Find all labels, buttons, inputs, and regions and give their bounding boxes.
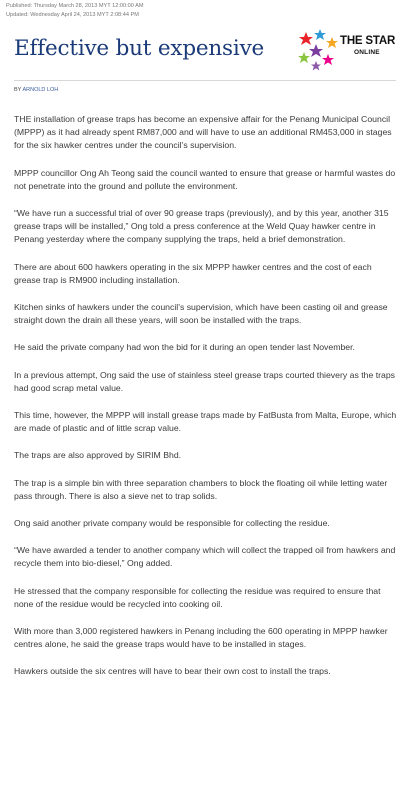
- paragraph: This time, however, the MPPP will install grease traps made by FatBusta from Malta, Europe, which are made of plastic and of little scrap value.: [14, 410, 397, 434]
- paragraph: “We have run a successful trial of over 90 grease traps (previously), and by this year, another 315 grease traps will be installed,” Ong told a press conference at the Weld Quay hawker centre in Penang yesterday where the company supplying the traps, held a brief demonstration.: [14, 208, 389, 245]
- paragraph: In a previous attempt, Ong said the use of stainless steel grease traps courted thievery as the traps had good scrap metal value.: [14, 369, 396, 393]
- byline: [14, 87, 58, 93]
- article-headline: Effective but expensive: [14, 36, 265, 61]
- paragraph: The traps are also approved by SIRIM Bhd.: [14, 450, 182, 461]
- the-star-online-logo: [296, 28, 402, 74]
- header-divider: [14, 80, 396, 81]
- logo-title: THE STAR: [340, 35, 396, 47]
- star-cluster-icon: [296, 28, 340, 74]
- paragraph: Ong said another private company would be responsible for collecting the residue.: [14, 518, 330, 529]
- paragraph: Kitchen sinks of hawkers under the council’s supervision, which have been casting oil and grease straight down the drain all these years, will soon be installed with the traps.: [14, 302, 388, 326]
- byline-prefix: BY: [14, 87, 22, 93]
- paragraph: MPPP councillor Ong Ah Teong said the council wanted to ensure that grease or harmful wastes do not penetrate into the ground and pollute the environment.: [14, 167, 396, 191]
- paragraph: The trap is a simple bin with three separation chambers to block the floating oil while letting water pass through. There is also a sieve net to trap solids.: [14, 477, 388, 501]
- paragraph: With more than 3,000 registered hawkers in Penang including the 600 operating in MPPP hawker centres alone, he said the grease traps would have to be installed in stages.: [14, 626, 388, 650]
- article-body: [14, 113, 398, 693]
- logo-subtitle: ONLINE: [354, 49, 380, 56]
- published-date: Published: Thursday March 28, 2013 MYT 12:00:00 AM: [6, 3, 144, 9]
- paragraph: He stressed that the company responsible for collecting the residue was required to ensure that none of the residue would be recycled into cooking oil.: [14, 585, 381, 609]
- updated-date: Updated: Wednesday April 24, 2013 MYT 2:08:44 PM: [6, 12, 139, 18]
- article-header: [14, 26, 402, 78]
- paragraph: There are about 600 hawkers operating in the six MPPP hawker centres and the cost of each grease trap is RM900 including installation.: [14, 261, 372, 285]
- paragraph: THE installation of grease traps has become an expensive affair for the Penang Municipal Council (MPPP) as it had already spent RM87,000 and will have to use an additional RM453,000 in stages for the six hawker centres under the council’s supervision.: [14, 114, 392, 151]
- paragraph: He said the private company had won the bid for it during an open tender last November.: [14, 342, 355, 353]
- paragraph: Hawkers outside the six centres will have to bear their own cost to install the traps.: [14, 666, 331, 677]
- paragraph: “We have awarded a tender to another company which will collect the trapped oil from hawkers and recycle them into bio-diesel,” Ong added.: [14, 545, 396, 569]
- author-link[interactable]: ARNOLD LOH: [22, 87, 59, 93]
